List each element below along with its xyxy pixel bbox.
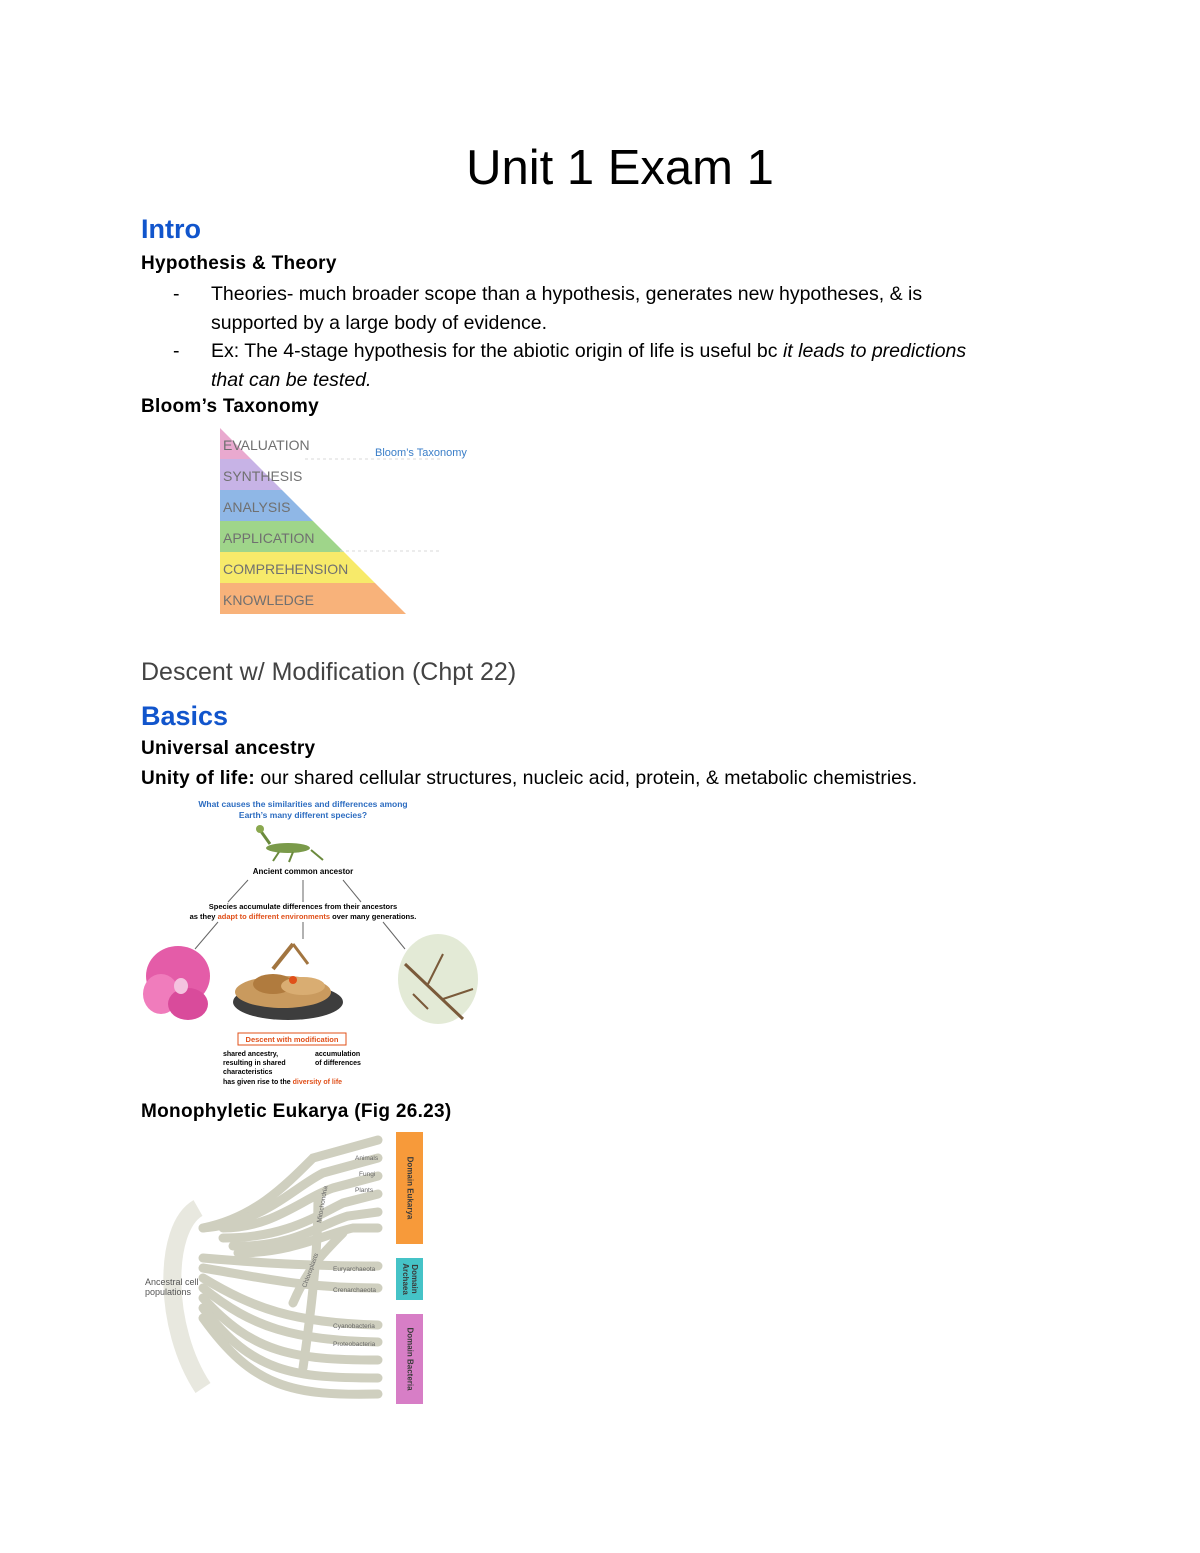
domain-label: Domain Bacteria: [405, 1327, 415, 1391]
blooms-caption: Bloom’s Taxonomy: [375, 447, 467, 459]
tree-chloroplasts-label: Chloroplasts: [301, 1252, 321, 1289]
subheading-monophyletic-eukarya: Monophyletic Eukarya (Fig 26.23): [141, 1101, 452, 1122]
tree-item-label: Cyanobacteria: [333, 1323, 375, 1330]
bullet-text-line: supported by a large body of evidence.: [211, 311, 548, 334]
unity-label: Unity of life:: [141, 768, 255, 789]
tree-item-label: Fungi: [359, 1171, 376, 1178]
figure-ancestor-label: Ancient common ancestor: [252, 867, 354, 876]
domain-label: Domain Eukarya: [405, 1156, 415, 1220]
figure-left-text: characteristics: [223, 1069, 273, 1076]
orchid-image: [143, 946, 210, 1020]
descent-box-label: Descent with modification: [245, 1035, 339, 1044]
tree-of-life-figure: [143, 1128, 428, 1408]
mantis-leaf-image: [233, 944, 343, 1020]
twig-mantis-image: [398, 934, 478, 1024]
figure-bottom-text: has given rise to the diversity of life: [223, 1079, 343, 1086]
bullet-dash: -: [173, 283, 180, 305]
unity-of-life-line: [141, 764, 1061, 794]
blooms-level-label: COMPREHENSION: [223, 561, 349, 577]
list-item: [141, 280, 1081, 337]
figure-mid-line: Species accumulate differences from their ancestors: [208, 902, 398, 911]
subheading-hypothesis-theory: Hypothesis & Theory: [141, 253, 337, 274]
blooms-level-label: EVALUATION: [223, 437, 310, 453]
tree-item-label: Crenarchaeota: [333, 1287, 376, 1294]
heading-intro: Intro: [141, 214, 201, 244]
figure-left-text: resulting in shared: [223, 1060, 286, 1067]
figure-question-line: Earth’s many different species?: [238, 810, 368, 820]
bullet-text-italic: that can be tested.: [211, 368, 372, 391]
domain-label: Domain: [409, 1264, 419, 1294]
list-item: [141, 337, 1081, 394]
figure-left-text: shared ancestry,: [223, 1051, 279, 1058]
unity-text: our shared cellular structures, nucleic acid, protein, & metabolic chemistries.: [254, 767, 918, 789]
bullet-dash: -: [173, 340, 180, 362]
tree-item-label: Animals: [355, 1155, 379, 1162]
blooms-level-label: APPLICATION: [223, 530, 315, 546]
figure-right-text: accumulation: [315, 1051, 361, 1058]
blooms-level-label: ANALYSIS: [223, 499, 291, 515]
tree-mitochondria-label: Mitochondria: [316, 1185, 330, 1224]
intro-bullet-list: [141, 280, 1081, 394]
subheading-universal-ancestry: Universal ancestry: [141, 738, 316, 759]
blooms-level-label: KNOWLEDGE: [223, 592, 315, 608]
heading-basics: Basics: [141, 701, 229, 731]
figure-question-line: What causes the similarities and differences among: [198, 799, 408, 809]
bullet-text-line: Theories- much broader scope than a hypothesis, generates new hypotheses, & is: [211, 283, 923, 305]
domain-label: Archaea: [400, 1263, 410, 1295]
mantis-ancestor-image: [256, 825, 323, 862]
bullet-text-italic: it leads to predictions: [782, 340, 967, 362]
heading-descent: Descent w/ Modification (Chpt 22): [141, 658, 517, 686]
tree-left-label: Ancestral cell: [145, 1277, 199, 1287]
blooms-taxonomy-figure: [210, 425, 500, 620]
page-title: Unit 1 Exam 1: [466, 141, 774, 195]
figure-mid-line: as they adapt to different environments over many generations.: [189, 912, 417, 921]
figure-right-text: of differences: [315, 1060, 361, 1067]
subheading-blooms-taxonomy: Bloom’s Taxonomy: [141, 396, 319, 417]
bullet-text-plain: Ex: The 4-stage hypothesis for the abiotic origin of life is useful bc: [211, 340, 783, 362]
tree-left-label: populations: [145, 1287, 192, 1297]
tree-item-label: Proteobacteria: [333, 1341, 376, 1348]
descent-modification-figure: [143, 794, 478, 1089]
tree-item-label: Euryarchaeota: [333, 1266, 376, 1273]
tree-item-label: Plants: [355, 1187, 374, 1194]
blooms-level-label: SYNTHESIS: [223, 468, 303, 484]
